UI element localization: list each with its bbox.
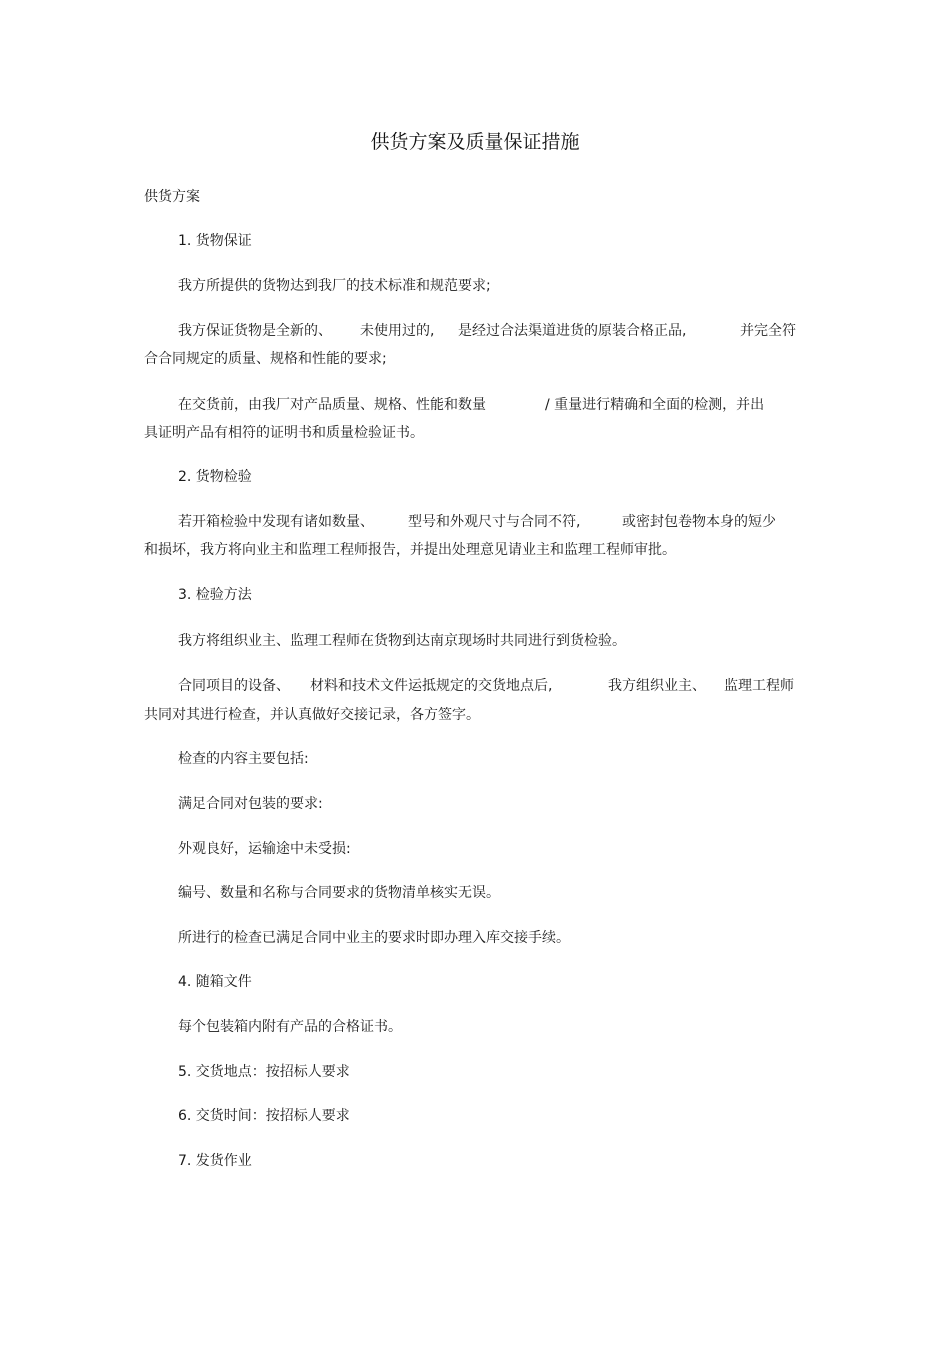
text-segment: 我方保证货物是全新的、 [178, 323, 332, 339]
text-segment: 我方组织业主、 [608, 678, 706, 694]
heading-shipping: 7. 发货作业 [178, 1153, 252, 1169]
paragraph-handover-line2: 共同对其进行检查，并认真做好交接记录，各方签字。 [144, 707, 480, 723]
paragraph-standards: 我方所提供的货物达到我厂的技术标准和规范要求; [178, 278, 491, 294]
paragraph-new-goods-line1 [0, 321, 950, 341]
paragraph-handover-line1 [0, 676, 950, 696]
paragraph-appearance: 外观良好，运输途中未受损: [178, 841, 351, 857]
paragraph-inspection-line1 [0, 395, 950, 415]
heading-goods-inspection: 2. 货物检验 [178, 469, 252, 485]
text-segment: 合同项目的设备、 [178, 678, 290, 694]
text-segment: 型号和外观尺寸与合同不符, [408, 514, 581, 530]
heading-delivery-time: 6. 交货时间：按招标人要求 [178, 1108, 350, 1124]
text-segment: 或密封包卷物本身的短少 [622, 514, 776, 530]
text-segment: 是经过合法渠道进货的原装合格正品, [458, 323, 687, 339]
text-segment: 监理工程师 [724, 678, 794, 694]
text-segment: 未使用过的, [360, 323, 435, 339]
text-segment: 若开箱检验中发现有诸如数量、 [178, 514, 374, 530]
paragraph-unpacking-line2: 和损坏，我方将向业主和监理工程师报告，并提出处理意见请业主和监理工程师审批。 [144, 542, 676, 558]
paragraph-check-contents: 检查的内容主要包括: [178, 751, 309, 767]
paragraph-inspection-line2: 具证明产品有相符的证明书和质量检验证书。 [144, 425, 424, 441]
paragraph-packaging: 满足合同对包装的要求: [178, 796, 323, 812]
document-title: 供货方案及质量保证措施 [370, 131, 580, 153]
text-segment: 材料和技术文件运抵规定的交货地点后, [310, 678, 553, 694]
section-heading: 供货方案 [144, 189, 200, 205]
heading-delivery-place: 5. 交货地点：按招标人要求 [178, 1064, 350, 1080]
text-segment: / 重量进行精确和全面的检测，并出 [545, 397, 765, 413]
text-segment: 并完全符 [740, 323, 796, 339]
heading-goods-guarantee: 1. 货物保证 [178, 233, 252, 249]
paragraph-unpacking-line1 [0, 512, 950, 532]
paragraph-site-inspection: 我方将组织业主、监理工程师在货物到达南京现场时共同进行到货检验。 [178, 633, 626, 649]
paragraph-warehousing: 所进行的检查已满足合同中业主的要求时即办理入库交接手续。 [178, 930, 570, 946]
paragraph-checklist: 编号、数量和名称与合同要求的货物清单核实无误。 [178, 885, 500, 901]
text-segment: 在交货前，由我厂对产品质量、规格、性能和数量 [178, 397, 486, 413]
heading-inspection-method: 3. 检验方法 [178, 587, 252, 603]
heading-documents: 4. 随箱文件 [178, 974, 252, 990]
paragraph-certificate: 每个包装箱内附有产品的合格证书。 [178, 1019, 402, 1035]
paragraph-new-goods-line2: 合合同规定的质量、规格和性能的要求; [144, 351, 387, 367]
